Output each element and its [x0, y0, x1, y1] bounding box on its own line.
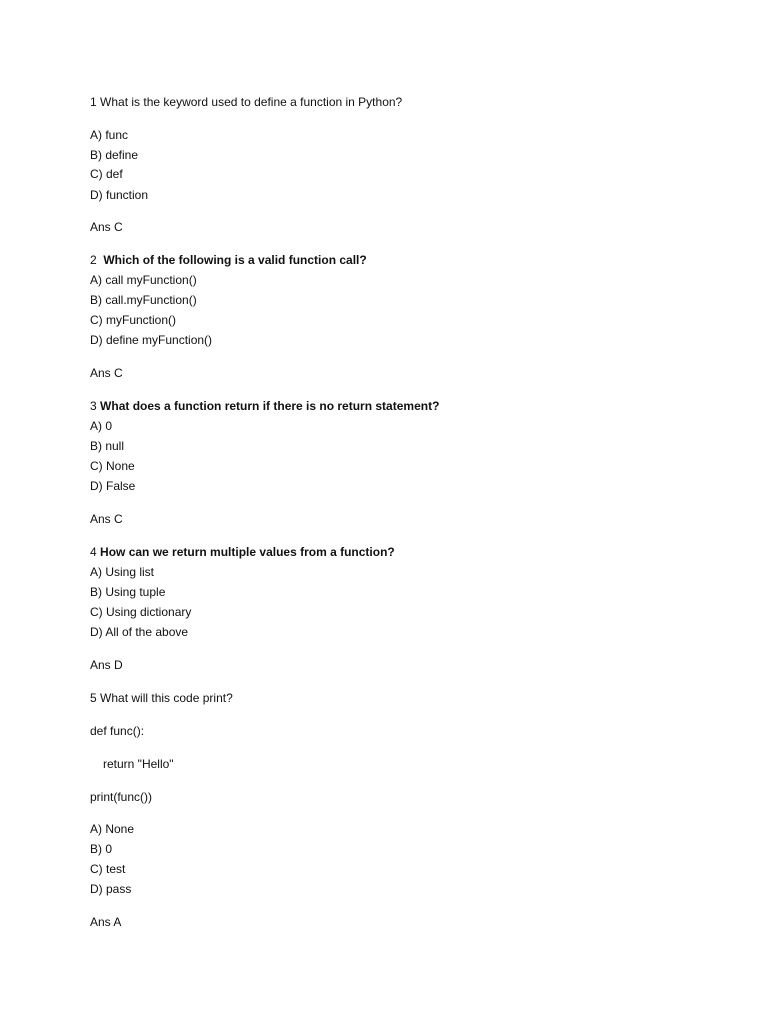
question-1-option-c: C) def [90, 167, 123, 181]
question-2-option-d: D) define myFunction() [90, 333, 213, 347]
question-1 [90, 94, 402, 110]
question-4-number: 4 [90, 545, 97, 559]
question-1-answer: Ans C [90, 220, 123, 234]
question-5 [90, 690, 233, 706]
question-3-answer: Ans C [90, 512, 123, 526]
question-1-option-b: B) define [90, 148, 139, 162]
question-2-option-a: A) call myFunction() [90, 273, 197, 287]
question-2-option-b: B) call.myFunction() [90, 293, 197, 307]
question-3-option-c: C) None [90, 459, 135, 473]
question-3-option-b: B) null [90, 439, 125, 453]
code-line-return: return "Hello" [103, 757, 174, 771]
question-2-option-c: C) myFunction() [90, 313, 177, 327]
question-2-text: Which of the following is a valid function call? [103, 253, 367, 267]
question-5-option-d: D) pass [90, 882, 132, 896]
question-3 [90, 398, 439, 414]
question-5-option-c: C) test [90, 862, 126, 876]
question-2 [90, 252, 367, 268]
question-5-number: 5 [90, 691, 97, 705]
question-1-text: What is the keyword used to define a function in Python? [100, 95, 403, 109]
question-3-option-a: A) 0 [90, 419, 113, 433]
question-2-answer: Ans C [90, 366, 123, 380]
question-5-answer: Ans A [90, 915, 122, 929]
question-4-option-a: A) Using list [90, 565, 155, 579]
question-5-text: What will this code print? [100, 691, 233, 705]
question-5-option-a: A) None [90, 822, 135, 836]
question-1-number: 1 [90, 95, 97, 109]
code-line-def: def func(): [90, 724, 145, 738]
question-4-option-d: D) All of the above [90, 625, 189, 639]
question-1-option-a: A) func [90, 128, 129, 142]
question-5-option-b: B) 0 [90, 842, 113, 856]
question-3-number: 3 [90, 399, 97, 413]
question-4-text: How can we return multiple values from a function? [100, 545, 395, 559]
question-4-option-c: C) Using dictionary [90, 605, 192, 619]
question-4 [90, 544, 395, 560]
question-3-option-d: D) False [90, 479, 136, 493]
question-3-text: What does a function return if there is no return statement? [100, 399, 440, 413]
question-4-answer: Ans D [90, 658, 123, 672]
question-4-option-b: B) Using tuple [90, 585, 166, 599]
code-line-print: print(func()) [90, 790, 153, 804]
question-1-option-d: D) function [90, 188, 149, 202]
question-2-number: 2 [90, 253, 97, 267]
